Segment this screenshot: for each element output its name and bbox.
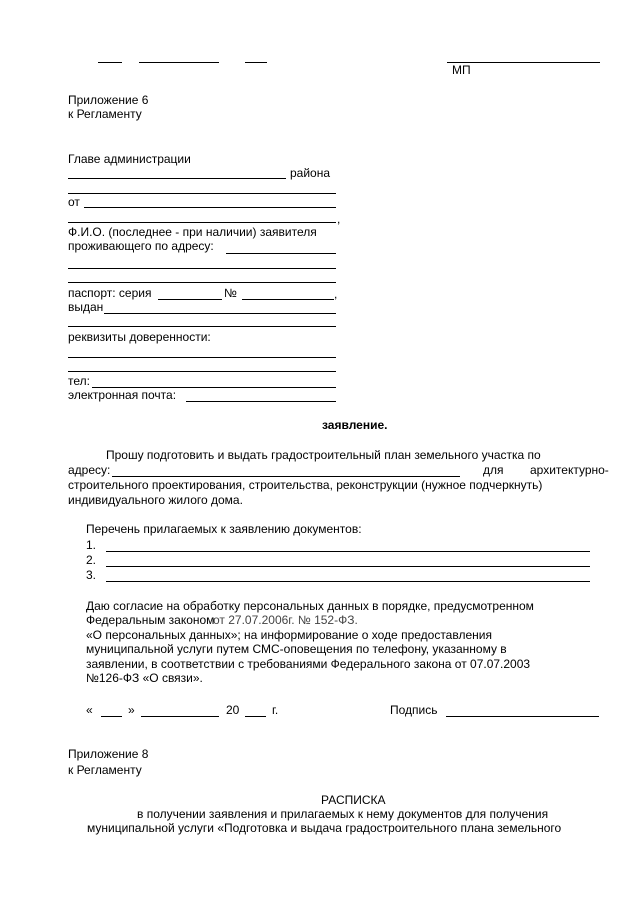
stamp-label: МП: [452, 63, 471, 77]
proxy-field-line[interactable]: [68, 357, 336, 358]
from-label: от: [68, 195, 80, 209]
address-label: проживающего по адресу:: [68, 239, 214, 253]
district-field[interactable]: [68, 178, 286, 179]
appendix-6-subtitle: к Регламенту: [68, 107, 142, 121]
address-field-line[interactable]: [68, 268, 336, 269]
consent-line-4: муниципальной услуги путем СМС-оповещения по телефону, указанному в: [86, 642, 507, 656]
receipt-title: РАСПИСКА: [321, 793, 386, 807]
request-word-architectural: архитектурно-: [530, 463, 609, 477]
appendix-8-subtitle: к Регламенту: [68, 763, 142, 777]
request-line-4: индивидуального жилого дома.: [68, 493, 243, 507]
document-item-field[interactable]: [106, 551, 590, 552]
blank-line: [68, 193, 336, 194]
issued-label: выдан: [68, 300, 104, 314]
application-title: заявление.: [322, 418, 388, 432]
phone-label: тел:: [68, 374, 90, 388]
document-item-number: 2.: [86, 553, 97, 567]
address-field[interactable]: [226, 253, 336, 254]
email-field[interactable]: [186, 401, 336, 402]
blank-line: [68, 222, 336, 223]
consent-line-2b: от 27.07.2006г. № 152-ФЗ.: [213, 613, 358, 627]
from-field[interactable]: [84, 207, 336, 208]
documents-heading: Перечень прилагаемых к заявлению документов:: [86, 522, 362, 536]
consent-line-6: №126-ФЗ «О связи».: [86, 671, 203, 685]
signature-field[interactable]: [446, 716, 599, 717]
consent-line-2a: Федеральным законом: [86, 613, 215, 627]
site-address-field[interactable]: [112, 476, 460, 477]
signature-label: Подпись: [390, 703, 438, 717]
address-label: адресу:: [68, 463, 111, 477]
fio-label: Ф.И.О. (последнее - при наличии) заявителя: [68, 225, 317, 239]
address-field-line[interactable]: [68, 282, 336, 283]
blank-line: [98, 62, 122, 63]
consent-line-5: заявлении, в соответствии с требованиями Федерального закона от 07.07.2003: [86, 657, 531, 671]
date-day-field[interactable]: [101, 716, 122, 717]
appendix-8-title: Приложение 8: [68, 747, 149, 761]
passport-series-label: паспорт: серия: [68, 286, 152, 300]
date-close-quote: »: [128, 703, 135, 717]
receipt-line-2: муниципальной услуги «Подготовка и выдача градостроительного плана земельного: [87, 821, 562, 835]
document-item-number: 1.: [86, 538, 97, 552]
date-month-field[interactable]: [141, 716, 219, 717]
proxy-field-line[interactable]: [68, 371, 336, 372]
issued-field-line[interactable]: [68, 326, 336, 327]
document-item-field[interactable]: [106, 581, 590, 582]
blank-line: [245, 62, 267, 63]
email-label: электронная почта:: [68, 388, 177, 402]
consent-line-3: «О персональных данных»; на информирование о ходе предоставления: [86, 628, 492, 642]
document-item-field[interactable]: [106, 566, 590, 567]
district-suffix: района: [290, 166, 331, 180]
request-line-3: строительного проектирования, строительства, реконструкции (нужное подчеркнуть): [68, 478, 543, 492]
passport-number-field[interactable]: [242, 299, 334, 300]
passport-number-label: №: [224, 286, 237, 300]
date-year-suffix: г.: [272, 703, 279, 717]
comma: ,: [334, 287, 338, 301]
document-item-number: 3.: [86, 568, 97, 582]
passport-series-field[interactable]: [158, 299, 222, 300]
date-year-prefix: 20: [226, 703, 240, 717]
consent-line-1: Даю согласие на обработку персональных данных в порядке, предусмотренном: [86, 599, 534, 613]
receipt-line-1: в получении заявления и прилагаемых к нему документов для получения: [137, 807, 549, 821]
blank-line: [139, 62, 219, 63]
addressee-head: Главе администрации: [68, 152, 191, 166]
request-word-for: для: [483, 463, 504, 477]
appendix-6-title: Приложение 6: [68, 93, 149, 107]
request-line-1: Прошу подготовить и выдать градостроительный план земельного участка по: [106, 448, 541, 462]
proxy-label: реквизиты доверенности:: [68, 330, 211, 344]
date-year-field[interactable]: [245, 716, 266, 717]
comma: ,: [337, 212, 341, 226]
issued-field[interactable]: [104, 313, 336, 314]
date-open-quote: «: [86, 703, 93, 717]
